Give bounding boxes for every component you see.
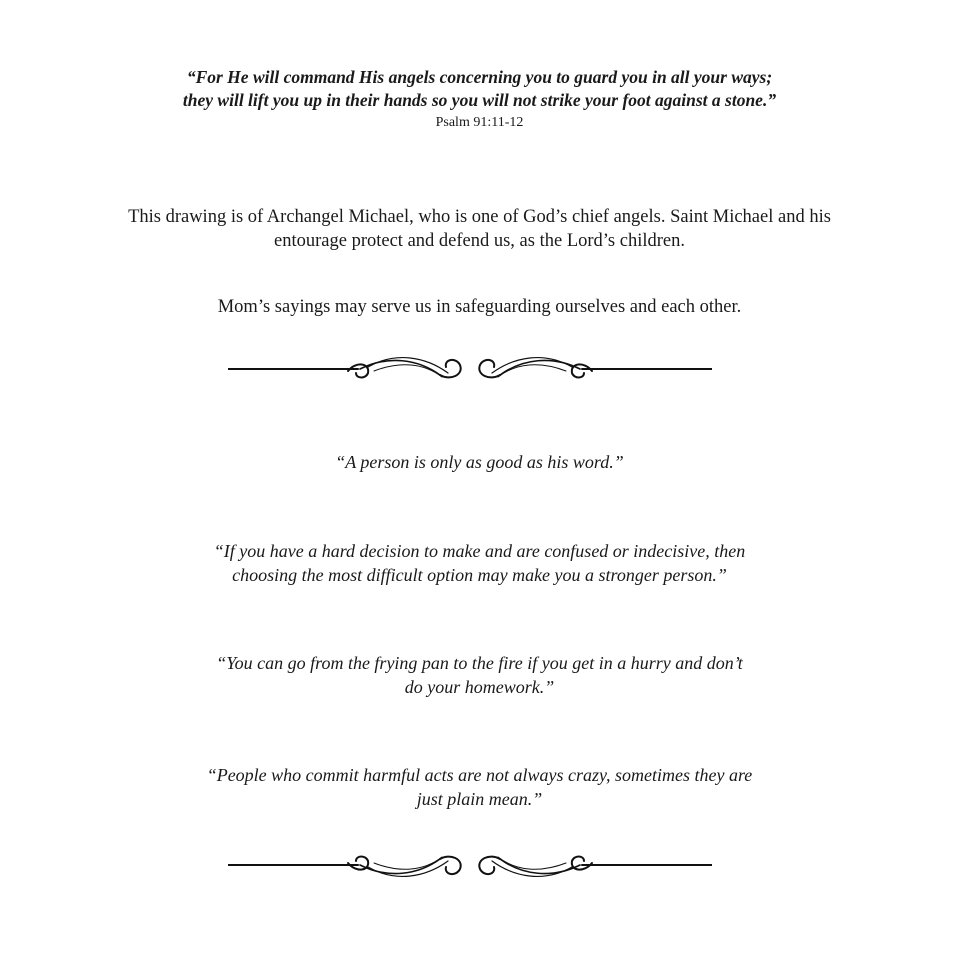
flourish-divider-top-icon bbox=[228, 349, 712, 389]
saying-2 bbox=[0, 539, 959, 587]
intro-paragraph bbox=[0, 205, 959, 253]
epigraph-line-1: “For He will command His angels concerning you to guard you in all your ways; bbox=[186, 67, 773, 87]
saying-3 bbox=[0, 651, 959, 699]
saying-2-line-1: “If you have a hard decision to make and are confused or indecisive, then bbox=[213, 541, 746, 561]
saying-2-line-2: choosing the most difficult option may make you a stronger person.” bbox=[232, 565, 727, 585]
saying-1-line-1: “A person is only as good as his word.” bbox=[335, 452, 624, 472]
intro-line-1: This drawing is of Archangel Michael, who is one of God’s chief angels. Saint Michael and his bbox=[128, 207, 831, 227]
saying-3-line-2: do your homework.” bbox=[404, 677, 555, 697]
saying-3-line-1: “You can go from the frying pan to the fire if you get in a hurry and don’t bbox=[216, 653, 743, 673]
saying-4 bbox=[0, 763, 959, 811]
intro-line-2: entourage protect and defend us, as the Lord’s children. bbox=[274, 231, 685, 251]
epigraph-citation: Psalm 91:11-12 bbox=[435, 115, 524, 130]
intro-closing bbox=[0, 295, 959, 319]
epigraph-line-2: they will lift you up in their hands so you will not strike your foot against a stone.” bbox=[182, 90, 777, 110]
flourish-divider-bottom-icon bbox=[228, 845, 712, 885]
flourish-divider-icon bbox=[228, 349, 712, 389]
intro-closing-line: Mom’s sayings may serve us in safeguarding ourselves and each other. bbox=[217, 297, 742, 317]
saying-4-line-2: just plain mean.” bbox=[416, 789, 543, 809]
epigraph bbox=[0, 66, 959, 133]
saying-1 bbox=[0, 450, 959, 474]
saying-4-line-1: “People who commit harmful acts are not always crazy, sometimes they are bbox=[206, 765, 753, 785]
flourish-divider-icon bbox=[228, 845, 712, 885]
